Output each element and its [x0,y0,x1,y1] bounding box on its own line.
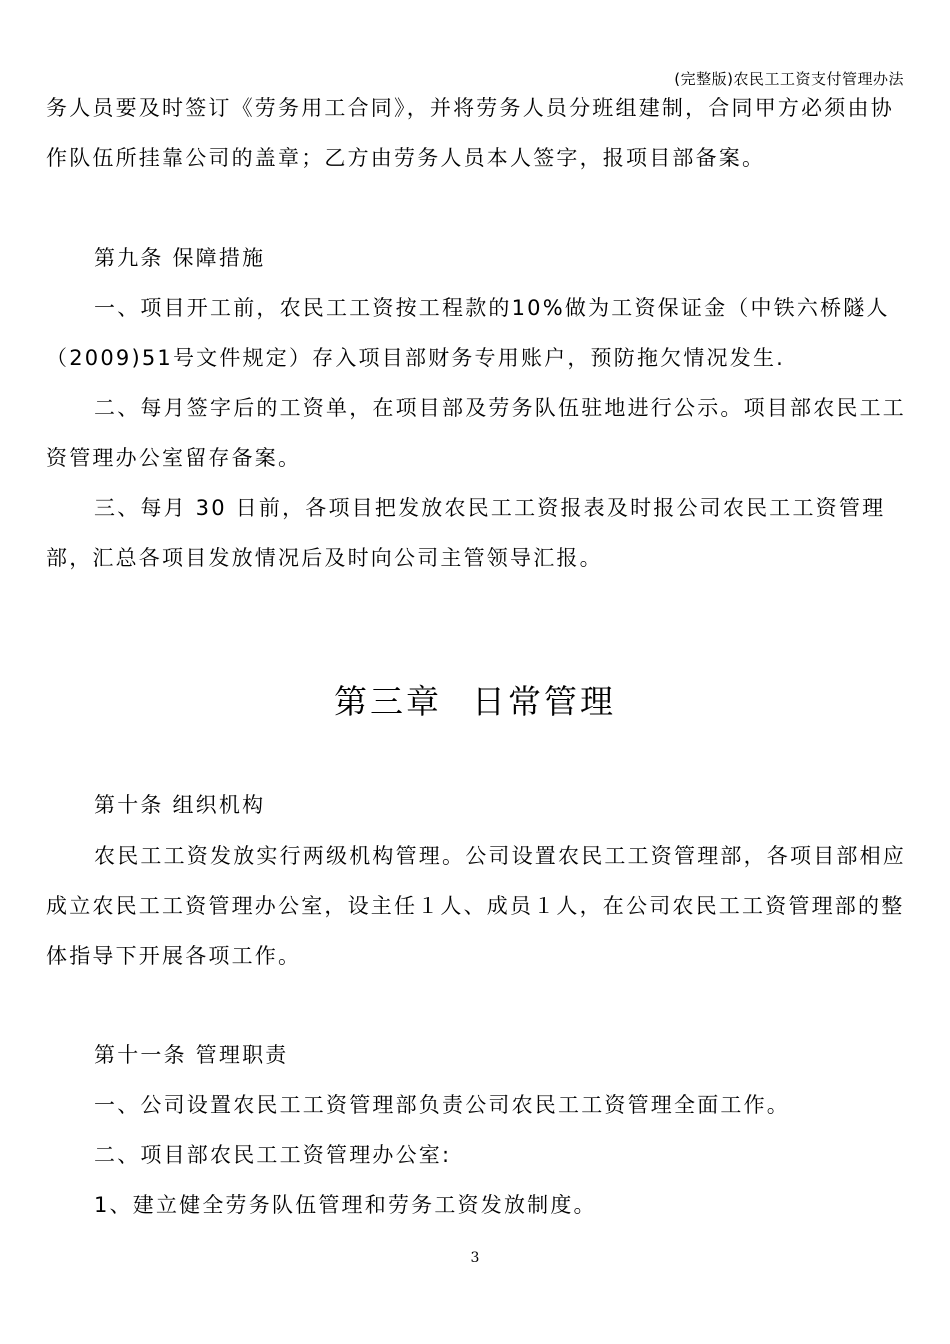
article-10-text: 农民工工资发放实行两级机构管理。公司设置农民工工资管理部，各项目部相应成立农民工工资管理办公室，设主任１人、成员１人，在公司农民工工资管理部的整体指导下开展各项工作。 [46,844,906,968]
page-number: 3 [470,1250,480,1266]
article-11-item-1: 一、公司设置农民工工资管理部负责公司农民工工资管理全面工作。 [94,1093,790,1117]
article-9-item-3: 三、每月 30 日前，各项目把发放农民工工资报表及时报公司农民工工资管理部，汇总各项目发放情况后及时向公司主管领导汇报。 [46,496,886,570]
chapter-3-number: 第三章 [334,682,442,721]
article-11-item-2: 二、项目部农民工工资管理办公室: [94,1143,452,1167]
article-9-item-1: 一、项目开工前，农民工工资按工程款的10%做为工资保证金（中铁六桥隧人（2009)51号文件规定）存入项目部财务专用账户，预防拖欠情况发生. [46,296,890,370]
article-9-heading: 第九条 保障措施 [94,246,266,270]
article-9-item-2: 二、每月签字后的工资单，在项目部及劳务队伍驻地进行公示。项目部农民工工资管理办公室留存备案。 [46,396,906,470]
article-10-heading: 第十条 组织机构 [94,793,266,817]
chapter-3-title [0,676,950,723]
paragraph-continued: 务人员要及时签订《劳务用工合同》，并将劳务人员分班组建制，合同甲方必须由协作队伍所挂靠公司的盖章；乙方由劳务人员本人签字，报项目部备案。 [46,96,894,170]
article-11-heading: 第十一条 管理职责 [94,1043,289,1067]
chapter-3-name: 日常管理 [472,682,616,721]
page-header: (完整版)农民工工资支付管理办法 [674,70,904,88]
article-11-item-3: 1、建立健全劳务队伍管理和劳务工资发放制度。 [94,1193,597,1217]
